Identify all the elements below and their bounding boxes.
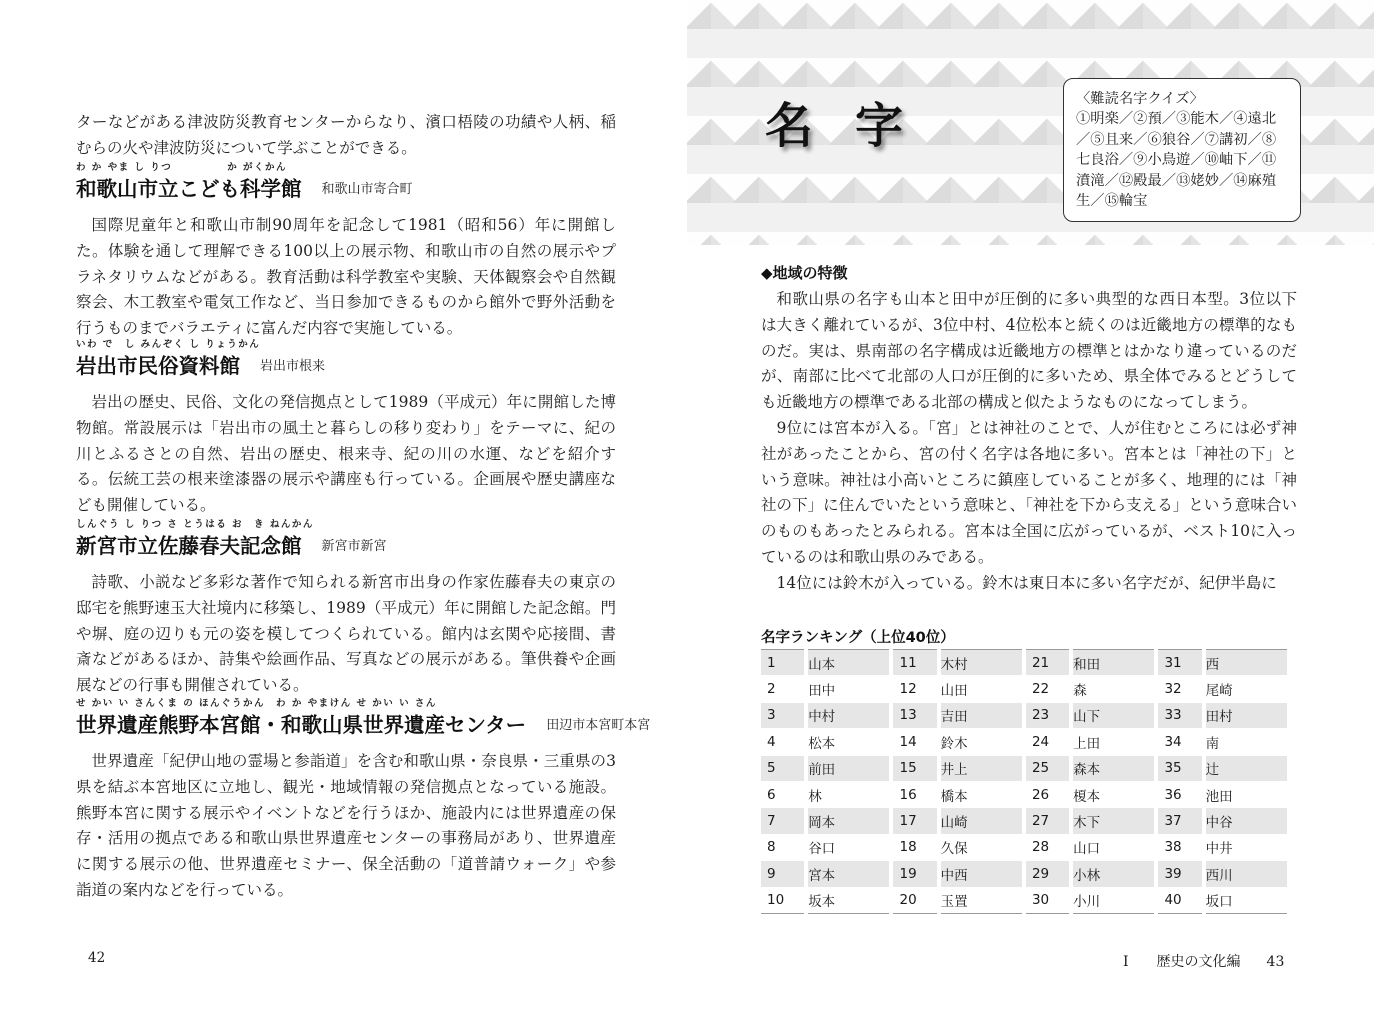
- surname: 上田: [1073, 729, 1154, 755]
- surname: 中西: [941, 861, 1022, 887]
- rank-number: 39: [1158, 861, 1201, 887]
- entry-title: せ かい い さんくま の ほんぐうかん わ か やまけん せ かい い さん 世界遺産熊野本宮館・和歌山県世界遺産センター: [76, 698, 527, 737]
- entry-location: 和歌山市寄合町: [321, 182, 413, 197]
- entry-title: しんぐう し りつ さ とうはる お き ねんかん 新宮市立佐藤春夫記念館: [76, 519, 314, 558]
- surname: 小川: [1073, 888, 1154, 914]
- page-number-right: 43: [1266, 954, 1285, 970]
- surname: 中井: [1206, 835, 1287, 861]
- quiz-items: ①明楽／②預／③能木／④遠北／⑤且来／⑥狼谷／⑦講初／⑧七良浴／⑨小鳥遊／⑩岫下／⑪濆滝／⑫殿最／⑬姥妙／⑭麻殖生／⑮輪宝: [1076, 111, 1277, 210]
- rank-number: 40: [1158, 888, 1201, 914]
- rank-number: 22: [1026, 676, 1069, 702]
- rank-number: 11: [893, 649, 936, 676]
- surname: 辻: [1206, 756, 1287, 782]
- rank-number: 10: [761, 888, 804, 914]
- rank-number: 5: [761, 756, 804, 782]
- rank-number: 23: [1026, 703, 1069, 729]
- surname: 森: [1073, 676, 1154, 702]
- surname: 井上: [941, 756, 1022, 782]
- surname: 田中: [808, 676, 889, 702]
- ranking-table: [757, 649, 1291, 914]
- rank-number: 4: [761, 729, 804, 755]
- surname: 尾崎: [1206, 676, 1287, 702]
- ranking-row: [761, 756, 1287, 782]
- rank-number: 6: [761, 782, 804, 808]
- surname: 中村: [808, 703, 889, 729]
- surname: 久保: [941, 835, 1022, 861]
- entry-ruby: わ か やま し りつ か がくかん: [76, 162, 288, 173]
- paragraph: 和歌山県の名字も山本と田中が圧倒的に多い典型的な西日本型。3位以下は大きく離れているが、3位中村、4位松本と続くのは近畿地方の標準的なものだ。実は、県南部の名字構成は近畿地方の標準とはかなり違っているのだが、南部に比べて北部の人口が圧倒的に多いため、県全体でみるとどうしても近畿地方の標準である北部の構成と似たようなものになってしまう。: [761, 290, 1297, 412]
- entry-ruby: しんぐう し りつ さ とうはる お き ねんかん: [76, 519, 314, 530]
- surname: 山口: [1073, 835, 1154, 861]
- surname: 吉田: [941, 703, 1022, 729]
- surname: 谷口: [808, 835, 889, 861]
- rank-number: 2: [761, 676, 804, 702]
- paragraph: 9位には宮本が入る。「宮」とは神社のことで、人が住むところには必ず神社があったことから、宮の付く名字は各地に多い。宮本とは「神社の下」という意味。神社は小高いところに鎮座していることが多く、地理的には「神社の下」に住んでいたという意味と、「神社を下から支える」という意味合いのものもあったとみられる。宮本は全国に広がっているが、ベスト10に入っているのは和歌山県のみである。: [761, 418, 1297, 566]
- surname: 木下: [1073, 808, 1154, 834]
- surname: 池田: [1206, 782, 1287, 808]
- surname: 山下: [1073, 703, 1154, 729]
- entry-kumano-hongu: [76, 698, 651, 904]
- surname: 坂本: [808, 888, 889, 914]
- chapter-title: 名字: [765, 98, 946, 154]
- entry-sato-haruo: [76, 520, 616, 699]
- ranking-body: [761, 649, 1287, 914]
- entry-body: 世界遺産「紀伊山地の霊場と参詣道」を含む和歌山県・奈良県・三重県の3県を結ぶ本宮地区に立地し、観光・地域情報の発信拠点となっている施設。熊野本宮に関する展示やイベントなどを行うほか、施設内には世界遺産の保存・活用の拠点である和歌山県世界遺産センターの事務局があり、世界遺産に関する展示の他、世界遺産セミナー、保全活動の「道普請ウォーク」や参詣道の案内などを行っている。: [76, 752, 616, 899]
- surname: 岡本: [808, 808, 889, 834]
- rank-number: 24: [1026, 729, 1069, 755]
- rank-number: 26: [1026, 782, 1069, 808]
- entry-body: 詩歌、小説など多彩な著作で知られる新宮市出身の作家佐藤春夫の東京の邸宅を熊野速玉大社境内に移築し、1989（平成元）年に開館した記念館。門や塀、庭の辺りも元の姿を模してつくられている。館内は玄関や応接間、書斎などがあるほか、詩集や絵画作品、写真などの展示がある。筆供養や企画展などの行事も開催されている。: [76, 573, 616, 695]
- entry-location: 岩出市根来: [260, 359, 326, 374]
- rank-number: 20: [893, 888, 936, 914]
- section-heading: ◆地域の特徴: [761, 264, 848, 282]
- quiz-box: [1063, 78, 1301, 222]
- rank-number: 15: [893, 756, 936, 782]
- rank-number: 9: [761, 861, 804, 887]
- ranking-row: [761, 888, 1287, 914]
- entry-header: [76, 698, 651, 737]
- entry-title: いわ で し みんぞく し りょうかん 岩出市民俗資料館: [76, 339, 261, 378]
- surname: 西川: [1206, 861, 1287, 887]
- rank-number: 27: [1026, 808, 1069, 834]
- rank-number: 38: [1158, 835, 1201, 861]
- surname: 鈴木: [941, 729, 1022, 755]
- ranking-row: [761, 703, 1287, 729]
- entry-header: [76, 340, 616, 378]
- surname: 和田: [1073, 649, 1154, 676]
- entry-kodomo-science: [76, 163, 616, 342]
- rank-number: 36: [1158, 782, 1201, 808]
- surname: 宮本: [808, 861, 889, 887]
- surname: 山崎: [941, 808, 1022, 834]
- rank-number: 31: [1158, 649, 1201, 676]
- rank-number: 19: [893, 861, 936, 887]
- surname: 南: [1206, 729, 1287, 755]
- surname: 中谷: [1206, 808, 1287, 834]
- rank-number: 37: [1158, 808, 1201, 834]
- ranking-row: [761, 676, 1287, 702]
- ranking-row: [761, 649, 1287, 676]
- entry-body: 岩出の歴史、民俗、文化の発信拠点として1989（平成元）年に開館した博物館。常設展示は「岩出市の風土と暮らしの移り変わり」をテーマに、紀の川とふるさとの自然、岩出の歴史、根来寺、紀の川の水運、などを紹介する。伝統工芸の根来塗漆器の展示や講座も行っている。企画展や歴史講座なども開催している。: [76, 393, 616, 515]
- entry-location: 新宮市新宮: [321, 539, 387, 554]
- rank-number: 13: [893, 703, 936, 729]
- entry-ruby: せ かい い さんくま の ほんぐうかん わ か やまけん せ かい い さん: [76, 698, 437, 709]
- surname: 橋本: [941, 782, 1022, 808]
- rank-number: 17: [893, 808, 936, 834]
- ranking-title: 名字ランキング（上位40位）: [761, 630, 955, 646]
- rank-number: 3: [761, 703, 804, 729]
- entry-ruby: いわ で し みんぞく し りょうかん: [76, 339, 261, 350]
- surname: 坂口: [1206, 888, 1287, 914]
- paragraph: 14位には鈴木が入っている。鈴木は東日本に多い名字だが、紀伊半島に: [776, 573, 1277, 592]
- entry-header: [76, 163, 616, 201]
- ranking-row: [761, 808, 1287, 834]
- page-footer: [1123, 951, 1284, 971]
- rank-number: 16: [893, 782, 936, 808]
- surname: 木村: [941, 649, 1022, 676]
- rank-number: 21: [1026, 649, 1069, 676]
- intro-paragraph: ターなどがある津波防災教育センターからなり、濱口梧陵の功績や人柄、稲むらの火や津波防災について学ぶことができる。: [76, 113, 616, 157]
- surname: 山本: [808, 649, 889, 676]
- entry-body: 国際児童年と和歌山市制90周年を記念して1981（昭和56）年に開館した。体験を通して理解できる100以上の展示物、和歌山市の自然の展示やプラネタリウムなどがある。教育活動は科学教室や実験、天体観察会や自然観察会、木工教室や電気工作など、当日参加できるものから館外で野外活動を行うものまでバラエティに富んだ内容で実施している。: [76, 216, 616, 338]
- rank-number: 8: [761, 835, 804, 861]
- surname: 玉置: [941, 888, 1022, 914]
- rank-number: 32: [1158, 676, 1201, 702]
- entry-header: [76, 520, 616, 558]
- ranking-row: [761, 782, 1287, 808]
- rank-number: 18: [893, 835, 936, 861]
- rank-number: 14: [893, 729, 936, 755]
- rank-number: 7: [761, 808, 804, 834]
- right-page: [687, 0, 1374, 1016]
- right-body-text: [761, 287, 1297, 597]
- ranking-row: [761, 835, 1287, 861]
- ranking-row: [761, 861, 1287, 887]
- footer-section: 歴史の文化編: [1156, 954, 1241, 970]
- entry-title: わ か やま し りつ か がくかん 和歌山市立こども科学館: [76, 162, 302, 201]
- surname: 西: [1206, 649, 1287, 676]
- rank-number: 30: [1026, 888, 1069, 914]
- rank-number: 28: [1026, 835, 1069, 861]
- rank-number: 25: [1026, 756, 1069, 782]
- entry-iwade-folk: [76, 340, 616, 519]
- surname: 小林: [1073, 861, 1154, 887]
- footer-chapter: Ⅰ: [1123, 954, 1129, 970]
- surname: 山田: [941, 676, 1022, 702]
- ranking-row: [761, 729, 1287, 755]
- rank-number: 33: [1158, 703, 1201, 729]
- page-number-left: 42: [88, 950, 106, 966]
- surname: 松本: [808, 729, 889, 755]
- rank-number: 12: [893, 676, 936, 702]
- rank-number: 1: [761, 649, 804, 676]
- rank-number: 35: [1158, 756, 1201, 782]
- rank-number: 34: [1158, 729, 1201, 755]
- surname: 前田: [808, 756, 889, 782]
- surname: 森本: [1073, 756, 1154, 782]
- surname: 榎本: [1073, 782, 1154, 808]
- quiz-heading: 〈難読名字クイズ〉: [1076, 91, 1204, 107]
- surname: 田村: [1206, 703, 1287, 729]
- entry-location: 田辺市本宮町本宮: [546, 718, 651, 733]
- rank-number: 29: [1026, 861, 1069, 887]
- surname: 林: [808, 782, 889, 808]
